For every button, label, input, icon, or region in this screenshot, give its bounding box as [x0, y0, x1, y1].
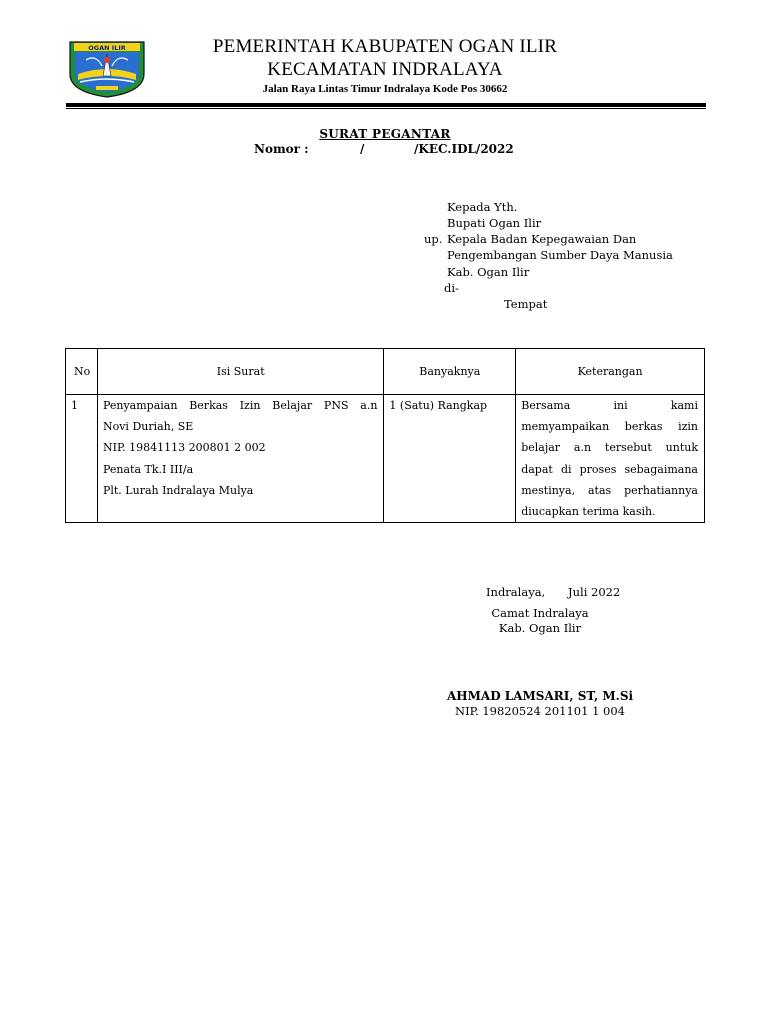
recipient-up-label: up. [424, 232, 443, 246]
header-banyaknya: Banyaknya [384, 349, 516, 395]
signature-place: Indralaya, [486, 585, 546, 599]
header-keterangan: Keterangan [516, 349, 705, 395]
letterhead-address: Jalan Raya Lintas Timur Indralaya Kode Pos 30662 [262, 83, 508, 95]
keterangan-line: memyampaikan berkas izin [521, 420, 698, 434]
signature-region: Kab. Ogan Ilir [498, 621, 582, 635]
signatory-nip: NIP. 19820524 201101 1 004 [455, 704, 625, 718]
letterhead-district: KECAMATAN INDRALAYA [267, 59, 503, 80]
letterhead-government: PEMERINTAH KABUPATEN OGAN ILIR [212, 36, 558, 57]
isi-line: NIP. 19841113 200801 2 002 [102, 441, 266, 455]
letter-table [65, 348, 705, 523]
nomor-label: Nomor : [254, 142, 309, 156]
table-row [66, 395, 705, 523]
recipient-di: di- [444, 281, 459, 295]
keterangan-line: Bersama ini kami [521, 399, 698, 412]
keterangan-line: belajar a.n tersebut untuk [521, 441, 698, 455]
isi-line: Novi Duriah, SE [102, 420, 194, 434]
header-no: No [66, 349, 98, 395]
svg-text:OGAN ILIR: OGAN ILIR [88, 44, 126, 52]
letterhead-rule-thick [66, 103, 706, 107]
recipient-attention-cont: Pengembangan Sumber Daya Manusia [447, 248, 673, 262]
keterangan-line: mestinya, atas perhatiannya [521, 483, 698, 497]
recipient-greeting: Kepada Yth. [447, 200, 518, 214]
recipient-name: Bupati Ogan Ilir [447, 216, 542, 230]
letterhead-rule-thin [66, 108, 706, 109]
recipient-place: Tempat [504, 297, 548, 311]
isi-line: Plt. Lurah Indralaya Mulya [102, 483, 254, 497]
header-isi-surat: Isi Surat [97, 349, 383, 395]
recipient-region: Kab. Ogan Ilir [447, 265, 530, 279]
signature-date: Juli 2022 [568, 585, 621, 599]
banyaknya-value: 1 (Satu) Rangkap [389, 399, 488, 412]
row-number: 1 [71, 399, 78, 412]
signature-position: Camat Indralaya [491, 606, 589, 620]
cell-keterangan [516, 395, 705, 523]
cell-isi-surat [97, 395, 383, 523]
nomor-slash: / [360, 142, 365, 156]
nomor-code: /KEC.IDL/2022 [414, 142, 514, 156]
isi-line: Penata Tk.I III/a [102, 462, 194, 476]
ogan-ilir-logo [66, 36, 148, 98]
cell-banyaknya [384, 395, 516, 523]
keterangan-line: diucapkan terima kasih. [521, 505, 656, 519]
table-header-row [66, 349, 705, 395]
keterangan-line: dapat di proses sebagaimana [521, 462, 698, 476]
letter-title: SURAT PEGANTAR [319, 127, 451, 141]
cell-no [66, 395, 98, 523]
signatory-name: AHMAD LAMSARI, ST, M.Si [446, 689, 634, 703]
isi-line: Penyampaian Berkas Izin Belajar PNS a.n [102, 399, 378, 412]
recipient-attention: Kepala Badan Kepegawaian Dan [447, 232, 637, 246]
